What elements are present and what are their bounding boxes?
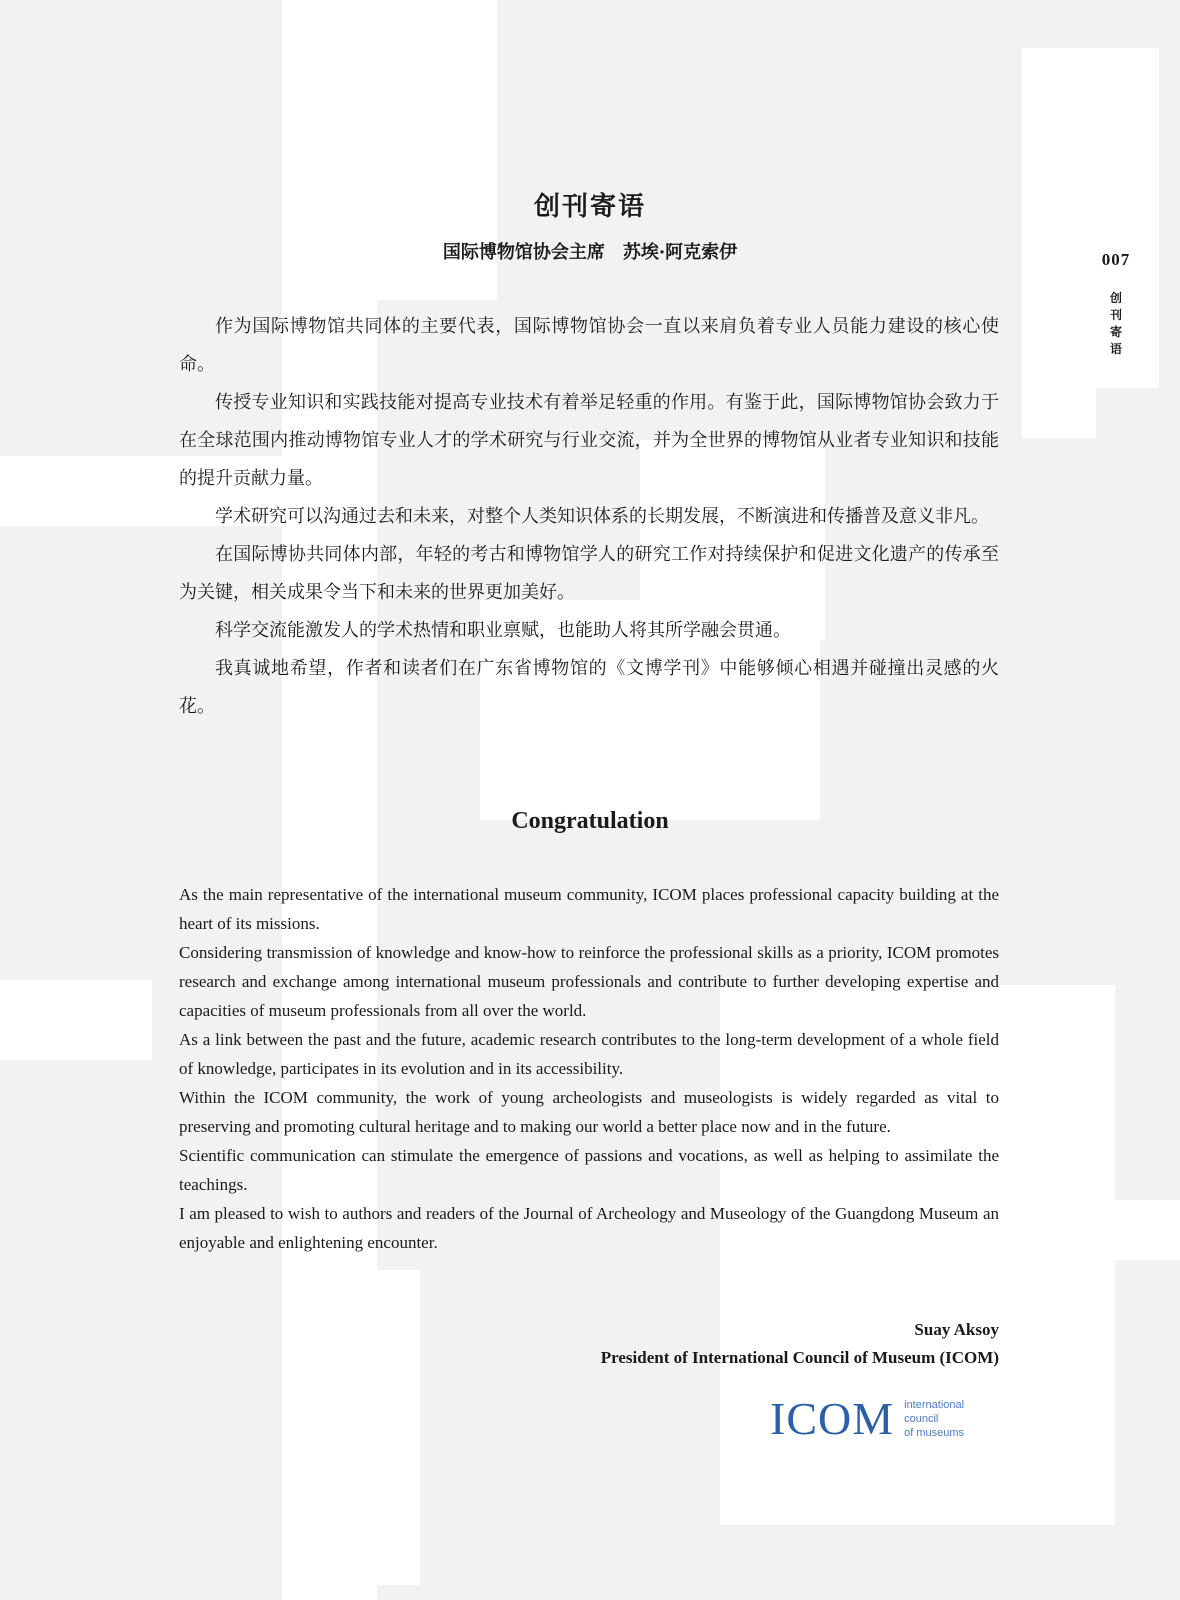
icom-logo-line: of museums (904, 1427, 965, 1439)
side-running-title: 创刊寄语 (1109, 291, 1122, 356)
signature-role: President of International Council of Museum (ICOM) (600, 1348, 999, 1367)
bg-block (1110, 1200, 1180, 1260)
paragraph-cn: 在国际博协共同体内部，年轻的考古和博物馆学人的研究工作对持续保护和促进文化遗产的传承至为关键，相关成果令当下和未来的世界更加美好。 (179, 544, 999, 603)
icom-logo-line: council (904, 1413, 939, 1425)
icom-logo-line: international (904, 1399, 965, 1411)
bg-block (0, 980, 152, 1060)
paragraph-en: As a link between the past and the future, academic research contributes to the long-term development of a whole field of knowledge, participates in its evolution and in its accessibility. (179, 1030, 999, 1078)
signature-block (179, 1316, 999, 1372)
paragraph-cn: 科学交流能激发人的学术热情和职业禀赋，也能助人将其所学融会贯通。 (215, 620, 791, 641)
icom-logo-mark: ICOM (770, 1393, 895, 1444)
page-title-cn: 创刊寄语 (533, 192, 646, 222)
paragraph-cn: 传授专业知识和实践技能对提高专业技术有着举足轻重的作用。有鉴于此，国际博物馆协会致力于在全球范围内推动博物馆专业人才的学术研究与行业交流，并为全世界的博物馆从业者专业知识和技能的提升贡献力量。 (179, 392, 999, 489)
page-title-en: Congratulation (511, 808, 669, 834)
signature-name: Suay Aksoy (914, 1320, 999, 1339)
paragraph-en: Scientific communication can stimulate the emergence of passions and vocations, as well as helping to assimilate the teachings. (179, 1146, 999, 1194)
icom-logo-text (904, 1398, 964, 1440)
paragraph-cn: 我真诚地希望，作者和读者们在广东省博物馆的《文博学刊》中能够倾心相遇并碰撞出灵感的火花。 (179, 658, 999, 717)
paragraph-en: As the main representative of the international museum community, ICOM places professional capacity building at the heart of its missions. (179, 885, 999, 933)
paragraph-en: Considering transmission of knowledge and know-how to reinforce the professional skills as a priority, ICOM promotes research and exchange among international museum professionals and contribute to further developing expertise and capacities of museum professionals from all over the world. (179, 943, 999, 1020)
paragraph-en: Within the ICOM community, the work of young archeologists and museologists is widely regarded as vital to preserving and promoting cultural heritage and to making our world a better place now and in the future. (179, 1088, 999, 1136)
paragraph-cn: 作为国际博物馆共同体的主要代表，国际博物馆协会一直以来肩负着专业人员能力建设的核心使命。 (179, 316, 999, 375)
bg-block (1022, 388, 1096, 438)
body-text-cn (179, 308, 999, 726)
page-number: 007 (1101, 250, 1131, 269)
paragraph-en: I am pleased to wish to authors and readers of the Journal of Archeology and Museology of the Guangdong Museum an enjoyable and enlightening encounter. (179, 1204, 999, 1252)
paragraph-cn: 学术研究可以沟通过去和未来，对整个人类知识体系的长期发展，不断演进和传播普及意义非凡。 (215, 506, 989, 527)
body-text-en (179, 880, 999, 1257)
icom-logo (770, 1394, 1002, 1444)
author-line-cn: 国际博物馆协会主席 苏埃·阿克索伊 (442, 242, 738, 263)
